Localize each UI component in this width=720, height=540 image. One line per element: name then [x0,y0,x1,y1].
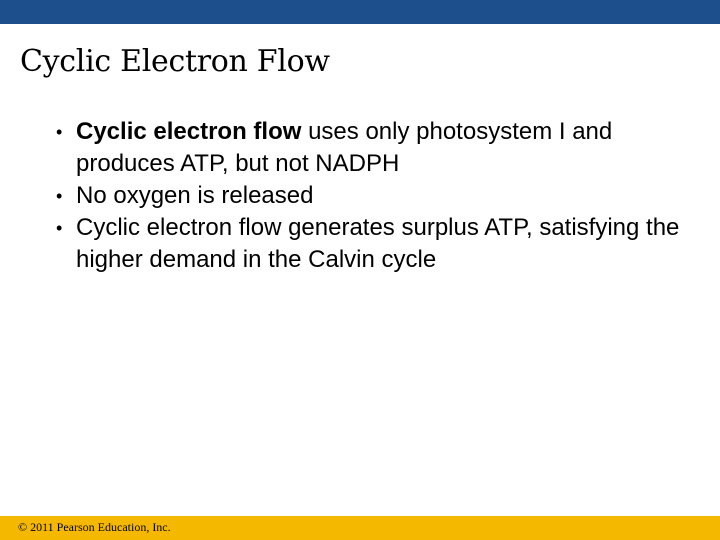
header-bar [0,0,720,24]
bullet-icon: • [56,218,63,238]
bullet-item [56,116,696,180]
slide-title: Cyclic Electron Flow [20,44,330,79]
bullet-text: uses only photosystem I and produces ATP, but not NADPH [76,118,613,177]
bullet-item [56,180,696,212]
header-divider [0,24,720,28]
bullet-icon: • [56,186,63,206]
bullet-list [56,116,696,276]
bullet-item [56,212,696,276]
bullet-text: Cyclic electron flow generates surplus ATP, satisfying the higher demand in the Calvin cycle [76,214,680,273]
bullet-bold-text: Cyclic electron flow [76,118,302,145]
copyright-notice: © 2011 Pearson Education, Inc. [18,520,171,534]
bullet-icon: • [56,122,63,142]
bullet-text: No oxygen is released [76,182,314,209]
